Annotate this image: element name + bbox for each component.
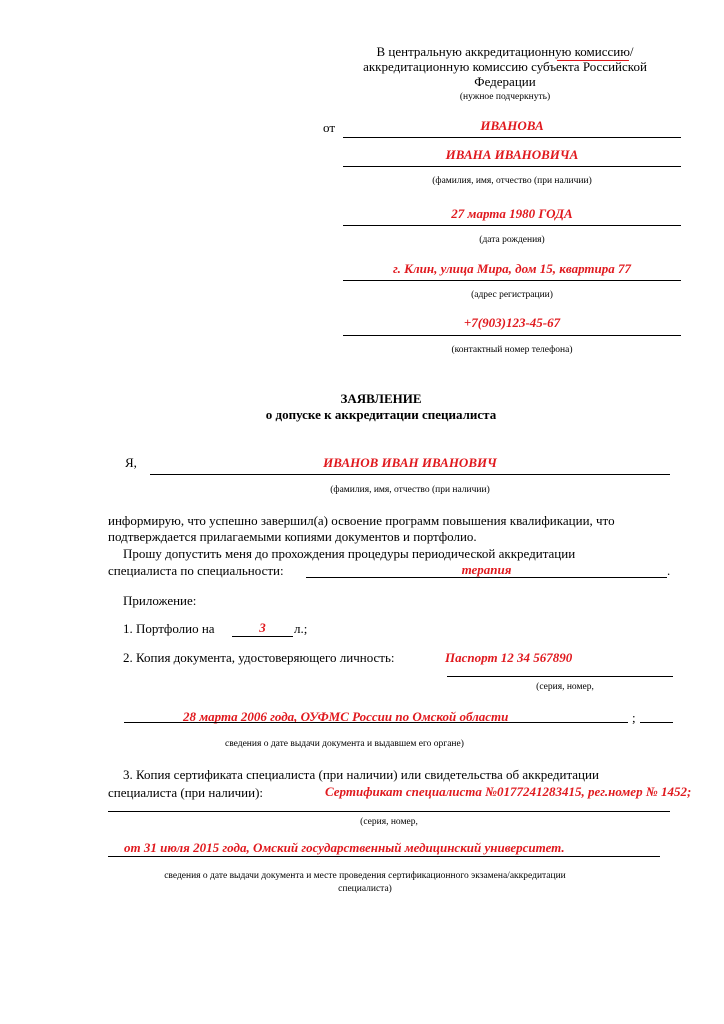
addressee-hint: (нужное подчеркнуть) bbox=[459, 92, 551, 102]
certificate: Сертификат специалиста №0177241283415, рег.номер № 1452; bbox=[325, 784, 692, 799]
phone-number: +7(903)123-45-67 bbox=[463, 315, 561, 330]
item1-label: 1. Портфолио на bbox=[123, 621, 215, 636]
item3-label: специалиста (при наличии): bbox=[108, 785, 264, 800]
addressee-line-3: Федерации bbox=[474, 74, 536, 89]
applicant-surname: ИВАНОВА bbox=[480, 118, 544, 133]
phone-line bbox=[343, 335, 681, 336]
address-hint: (адрес регистрации) bbox=[471, 290, 553, 300]
address-line bbox=[343, 280, 681, 281]
request-line-1: Прошу допустить меня до прохождения процедуры периодической аккредитации bbox=[123, 546, 576, 561]
inform-line-2: подтверждается прилагаемыми копиями документов и портфолио. bbox=[108, 529, 477, 544]
full-name: ИВАНОВ ИВАН ИВАНОВИЧ bbox=[323, 455, 497, 470]
registration-address: г. Клин, улица Мира, дом 15, квартира 77 bbox=[393, 261, 631, 276]
cert-hint: (серия, номер, bbox=[360, 817, 418, 827]
passport-issue-line bbox=[124, 722, 628, 723]
specialty-line bbox=[306, 577, 667, 578]
item1-suffix: л.; bbox=[294, 621, 308, 636]
passport-hint: (серия, номер, bbox=[536, 682, 594, 692]
passport-issue-end: ; bbox=[632, 710, 636, 725]
passport-issue: 28 марта 2006 года, ОУФМС России по Омской области bbox=[183, 709, 509, 724]
addressee-line-2: аккредитационную комиссию субъекта Российской bbox=[363, 59, 647, 74]
birth-date-line bbox=[343, 225, 681, 226]
applicant-name-patronymic: ИВАНА ИВАНОВИЧА bbox=[445, 147, 579, 162]
from-label: от bbox=[323, 120, 336, 135]
cert-issue-hint-2: специалиста) bbox=[338, 884, 392, 894]
certificate-issue-line bbox=[108, 856, 660, 857]
passport-line bbox=[447, 676, 673, 677]
portfolio-pages-line bbox=[232, 636, 293, 637]
surname-line bbox=[343, 137, 681, 138]
passport-issue-hint: сведения о дате выдачи документа и выдавшем его органе) bbox=[225, 739, 464, 749]
item3-line-1: 3. Копия сертификата специалиста (при наличии) или свидетельства об аккредитации bbox=[123, 767, 599, 782]
passport: Паспорт 12 34 567890 bbox=[445, 650, 573, 665]
attachments-heading: Приложение: bbox=[123, 593, 197, 608]
full-name-hint: (фамилия, имя, отчество (при наличии) bbox=[330, 485, 490, 495]
document-subtitle: о допуске к аккредитации специалиста bbox=[265, 407, 497, 422]
inform-line-1: информирую, что успешно завершил(а) освоение программ повышения квалификации, что bbox=[108, 513, 615, 528]
request-end: . bbox=[667, 563, 671, 578]
document-title: ЗАЯВЛЕНИЕ bbox=[340, 391, 422, 406]
name-line bbox=[343, 166, 681, 167]
item2-label: 2. Копия документа, удостоверяющего личность: bbox=[123, 650, 395, 665]
cert-issue-hint-1: сведения о дате выдачи документа и месте проведения сертификационного экзамена/аккредитации bbox=[164, 871, 566, 881]
i-label: Я, bbox=[125, 455, 137, 470]
portfolio-pages: 3 bbox=[259, 620, 266, 635]
specialty: терапия bbox=[461, 562, 512, 577]
birth-hint: (дата рождения) bbox=[479, 235, 545, 245]
certificate-issue: от 31 июля 2015 года, Омский государственный медицинский университет. bbox=[124, 840, 565, 855]
passport-issue-line-end bbox=[640, 722, 673, 723]
request-label: специалиста по специальности: bbox=[108, 563, 284, 578]
addressee-line-1: В центральную аккредитационную комиссию/ bbox=[376, 44, 634, 59]
birth-date: 27 марта 1980 ГОДА bbox=[451, 206, 573, 221]
phone-hint: (контактный номер телефона) bbox=[451, 345, 573, 355]
certificate-line bbox=[108, 811, 670, 812]
name-hint: (фамилия, имя, отчество (при наличии) bbox=[432, 176, 592, 186]
full-name-line bbox=[150, 474, 670, 475]
